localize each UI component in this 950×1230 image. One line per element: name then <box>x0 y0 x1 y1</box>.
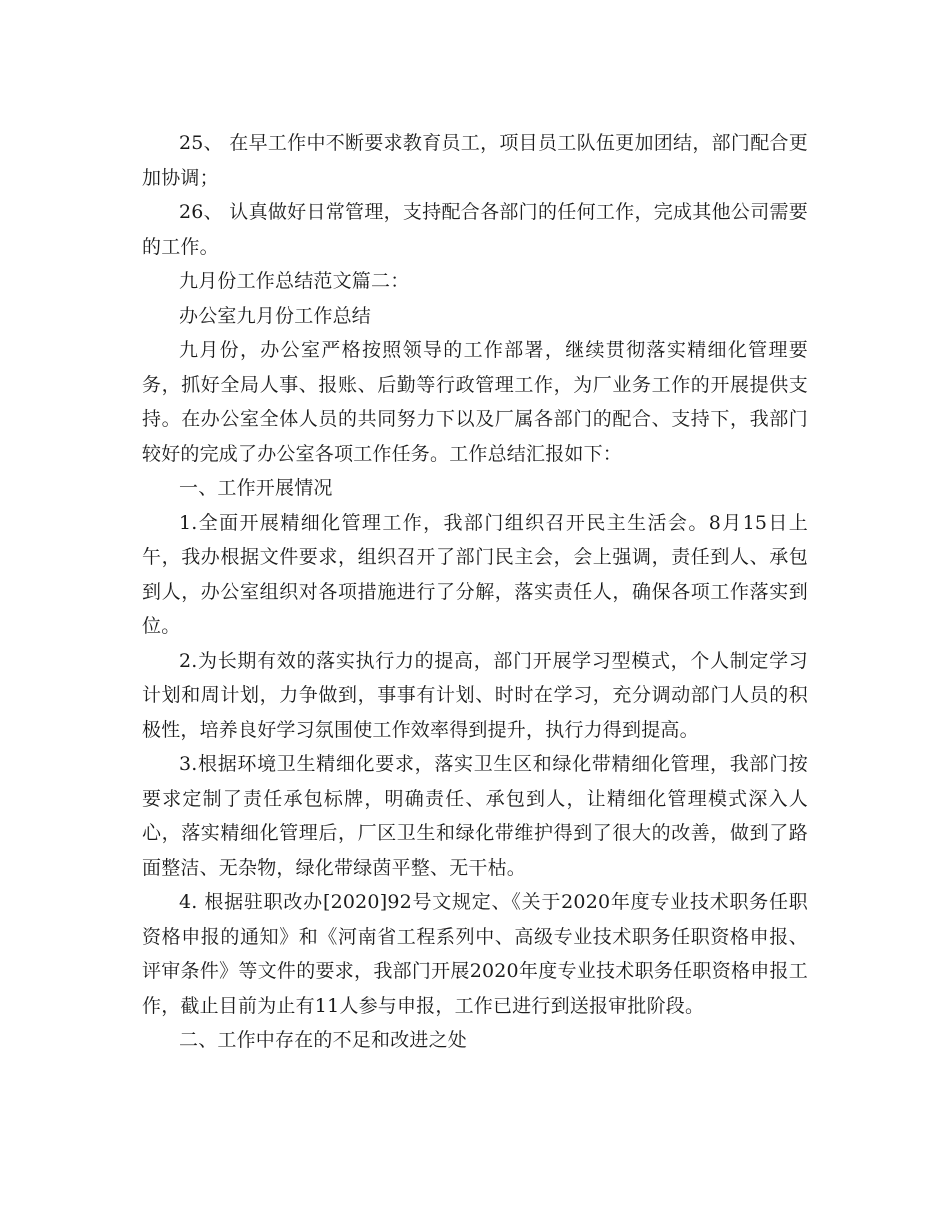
paragraph-item-25: 25、 在早工作中不断要求教育员工，项目员工队伍更加团结，部门配合更加协调； <box>142 132 808 189</box>
paragraph-item-4: 4. 根据驻职改办[2020]92号文规定、《关于2020年度专业技术职务任职资格申报的通知》和《河南省工程系列中、高级专业技术职务任职资格申报、评审条件》等文件的要求，我部门开展2020年度专业技术职务任职资格申报工作，截止目前为止有11人参与申报，工作已进行到送报审批阶段。 <box>142 891 808 1017</box>
paragraph-item-1: 1.全面开展精细化管理工作，我部门组织召开民主生活会。8月15日上午，我办根据文件要求，组织召开了部门民主会，会上强调，责任到人、承包到人，办公室组织对各项措施进行了分解，落实责任人，确保各项工作落实到位。 <box>142 511 808 637</box>
paragraph-item-3: 3.根据环境卫生精细化要求，落实卫生区和绿化带精细化管理，我部门按要求定制了责任承包标牌，明确责任、承包到人，让精细化管理模式深入人心，落实精细化管理后，厂区卫生和绿化带维护得到了很大的改善，做到了路面整洁、无杂物，绿化带绿茵平整、无干枯。 <box>142 753 808 879</box>
document-subtitle: 办公室九月份工作总结 <box>179 304 372 327</box>
section-heading-shortcomings: 二、工作中存在的不足和改进之处 <box>179 1029 468 1051</box>
intro-paragraph: 九月份，办公室严格按照领导的工作部署，继续贯彻落实精细化管理要务，抓好全局人事、报账、后勤等行政管理工作，为厂业务工作的开展提供支持。在办公室全体人员的共同努力下以及厂属各部门的配合、支持下，我部门较好的完成了办公室各项工作任务。工作总结汇报如下： <box>142 339 808 465</box>
section-heading-sample-two: 九月份工作总结范文篇二： <box>179 270 410 292</box>
document-body <box>142 126 808 1058</box>
paragraph-item-2: 2.为长期有效的落实执行力的提高，部门开展学习型模式，个人制定学习计划和周计划，力争做到，事事有计划、时时在学习，充分调动部门人员的积极性，培养良好学习氛围使工作效率得到提升，执行力得到提高。 <box>142 649 808 741</box>
section-heading-work-progress: 一、工作开展情况 <box>179 477 333 499</box>
paragraph-item-26: 26、 认真做好日常管理，支持配合各部门的任何工作，完成其他公司需要的工作。 <box>142 201 808 258</box>
